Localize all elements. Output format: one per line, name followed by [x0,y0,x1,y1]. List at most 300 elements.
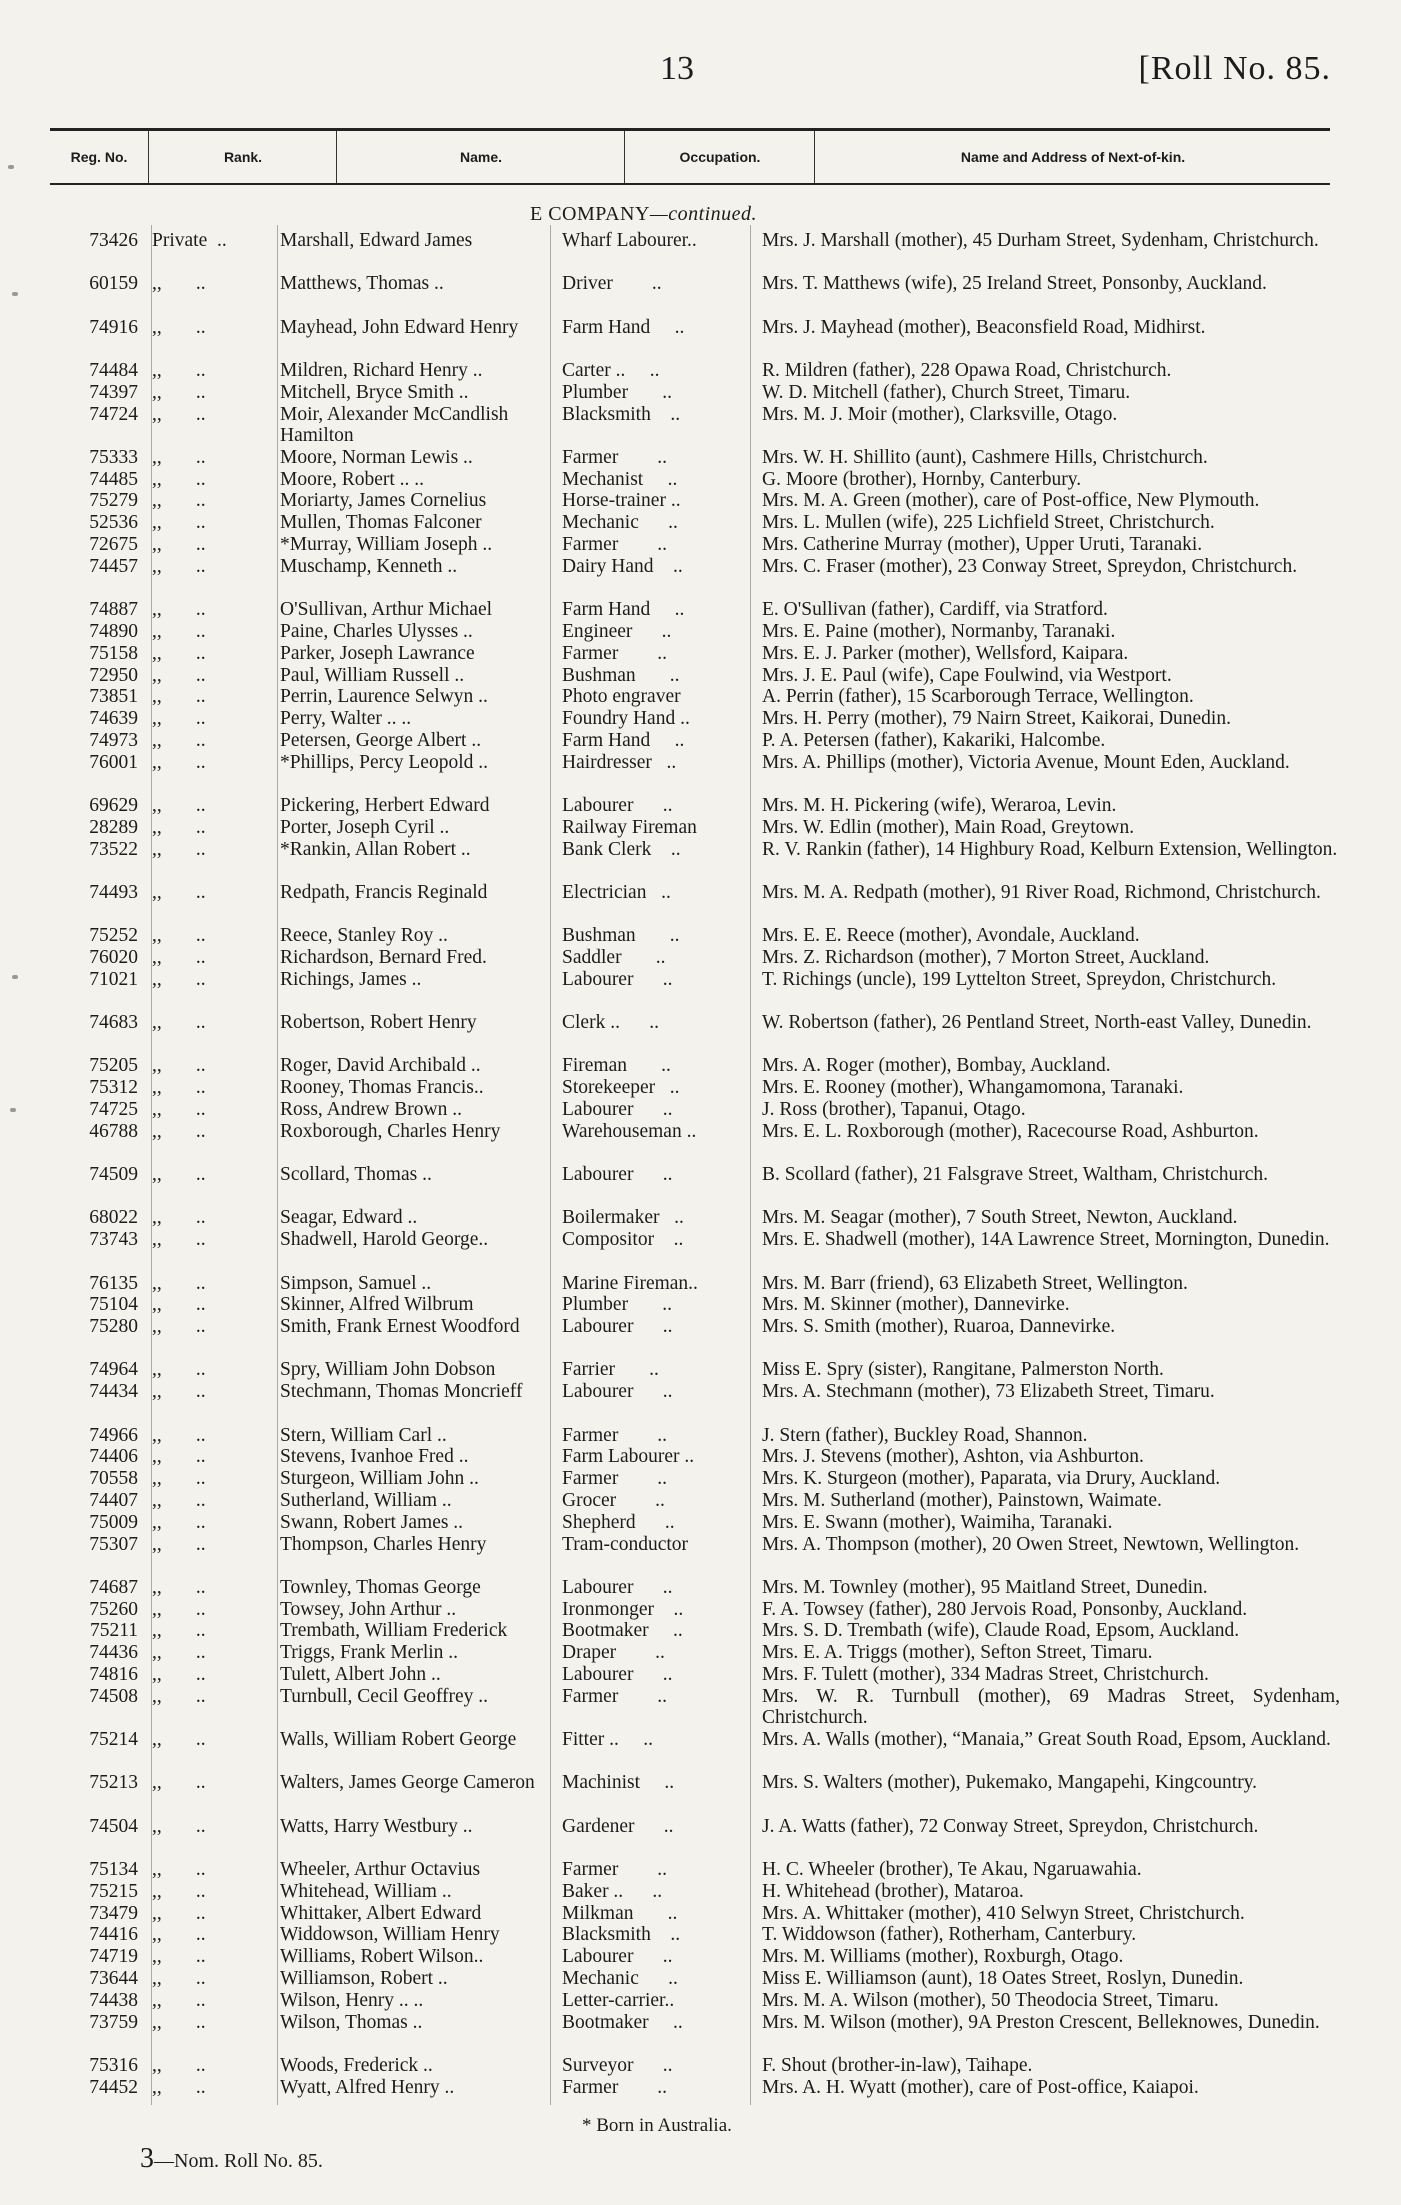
occupation-cell: Saddler .. [562,947,666,968]
name-cell: Perry, Walter .. .. [280,708,412,730]
next-of-kin-cell: H. Whitehead (brother), Mataroa. [762,1880,1024,1902]
reg-no-cell: 74966 [89,1424,138,1446]
name-cell: Triggs, Frank Merlin .. [280,1642,459,1664]
reg-no-cell: 74484 [89,359,138,381]
occupation-cell: Farmer .. [562,1859,668,1880]
next-of-kin-cell: Mrs. M. Wilson (mother), 9A Preston Crescent, Belleknowes, Dunedin. [762,2011,1320,2033]
next-of-kin-cell: Mrs. E. A. Triggs (mother), Sefton Street, Timaru. [762,1642,1153,1664]
rank-cell: ,, .. [152,2054,206,2076]
header-reg-no: Reg. No. [50,131,149,183]
name-cell: Tulett, Albert John .. [280,1664,441,1685]
occupation-cell: Foundry Hand .. [562,708,690,730]
occupation-cell: Hairdresser .. [562,751,677,773]
next-of-kin-cell: Mrs. W. R. Turnbull (mother), 69 Madras Street, Sydenham, Christchurch. [762,1685,1340,1729]
occupation-cell: Blacksmith .. [562,1924,681,1946]
occupation-cell: Labourer .. [562,1164,673,1186]
rank-cell: ,, .. [152,686,206,708]
reg-no-cell: 74485 [89,468,138,490]
reg-no-cell: 75333 [89,446,138,468]
rank-cell: ,, .. [152,381,206,403]
reg-no-cell: 74719 [89,1946,138,1968]
name-cell: Whitehead, William .. [280,1880,452,1902]
reg-no-cell: 74724 [89,403,138,425]
name-cell: Moore, Robert .. .. [280,468,425,490]
next-of-kin-cell: R. V. Rankin (father), 14 Highbury Road, Kelburn Extension, Wellington. [762,838,1338,860]
next-of-kin-cell: Mrs. J. Marshall (mother), 45 Durham Street, Sydenham, Christchurch. [762,230,1319,251]
next-of-kin-cell: Mrs. E. Shadwell (mother), 14A Lawrence Street, Mornington, Dunedin. [762,1229,1330,1251]
rank-cell: ,, .. [152,1620,206,1642]
next-of-kin-cell: A. Perrin (father), 15 Scarborough Terrace, Wellington. [762,686,1194,708]
next-of-kin-cell: Mrs. J. E. Paul (wife), Cape Foulwind, via Westport. [762,664,1172,686]
next-of-kin-cell: J. Ross (brother), Tapanui, Otago. [762,1099,1026,1120]
rank-cell: ,, .. [152,1055,206,1077]
rank-cell: ,, .. [152,1968,206,1989]
rank-cell: ,, .. [152,316,206,338]
next-of-kin-cell: Mrs. S. Smith (mother), Ruaroa, Dannevirke. [762,1316,1116,1338]
reg-no-cell: 73851 [89,686,138,708]
next-of-kin-cell: Mrs. W. Edlin (mother), Main Road, Greytown. [762,816,1135,838]
rank-cell: ,, .. [152,1359,206,1381]
rank-cell: ,, .. [152,664,206,686]
reg-no-cell: 75316 [89,2054,138,2076]
next-of-kin-cell: Mrs. K. Sturgeon (mother), Paparata, via Drury, Auckland. [762,1468,1221,1490]
rank-cell: ,, .. [152,1685,206,1707]
occupation-cell: Plumber .. [562,1294,672,1316]
next-of-kin-cell: J. Stern (father), Buckley Road, Shannon. [762,1424,1088,1446]
name-cell: *Murray, William Joseph .. [280,534,493,555]
reg-no-cell: 73479 [89,1902,138,1924]
rank-cell: ,, .. [152,534,206,555]
reg-no-cell: 75211 [89,1620,138,1642]
occupation-cell: Farmer .. [562,2076,668,2098]
next-of-kin-cell: Mrs. M. H. Pickering (wife), Weraroa, Levin. [762,795,1117,816]
rank-cell: ,, .. [152,1446,206,1468]
sheet-number: 3 [140,2143,154,2174]
company-name: E COMPANY [530,203,650,225]
rank-cell: ,, .. [152,816,206,838]
margin-speck [12,292,18,296]
name-cell: O'Sullivan, Arthur Michael [280,599,493,621]
occupation-cell: Carter .. .. [562,359,660,381]
occupation-cell: Fireman .. [562,1055,671,1077]
occupation-cell: Farmer .. [562,1424,668,1446]
rank-cell: ,, .. [152,1012,206,1034]
reg-no-cell: 74887 [89,599,138,621]
next-of-kin-cell: Mrs. E. E. Reece (mother), Avondale, Auckland. [762,925,1140,947]
rank-cell: ,, .. [152,1642,206,1664]
next-of-kin-cell: Mrs. E. Swann (mother), Waimiha, Taranaki. [762,1511,1113,1533]
occupation-cell: Labourer .. [562,1946,673,1968]
occupation-cell: Warehouseman .. [562,1120,697,1142]
occupation-cell: Labourer .. [562,1381,673,1403]
next-of-kin-cell: Mrs. Z. Richardson (mother), 7 Morton Street, Auckland. [762,947,1210,968]
rank-cell: ,, .. [152,1229,206,1251]
next-of-kin-cell: Mrs. T. Matthews (wife), 25 Ireland Street, Ponsonby, Auckland. [762,273,1267,295]
occupation-cell: Bootmaker .. [562,1620,683,1642]
name-cell: Smith, Frank Ernest Woodford [280,1316,520,1338]
reg-no-cell: 75205 [89,1055,138,1077]
name-cell: *Rankin, Allan Robert .. [280,838,471,860]
next-of-kin-cell: Mrs. A. Phillips (mother), Victoria Avenue, Mount Eden, Auckland. [762,751,1290,773]
next-of-kin-cell: Mrs. A. Thompson (mother), 20 Owen Street, Newtown, Wellington. [762,1533,1300,1555]
rank-cell: ,, .. [152,642,206,664]
occupation-cell: Mechanic .. [562,1968,678,1989]
occupation-cell: Engineer .. [562,620,672,642]
name-cell: Rooney, Thomas Francis.. [280,1077,484,1099]
header-rank: Rank. [150,131,337,183]
next-of-kin-cell: Mrs. A. Walls (mother), “Manaia,” Great South Road, Epsom, Auckland. [762,1729,1331,1751]
next-of-kin-cell: F. A. Towsey (father), 280 Jervois Road, Ponsonby, Auckland. [762,1598,1248,1620]
next-of-kin-cell: Mrs. J. Stevens (mother), Ashton, via Ashburton. [762,1446,1144,1468]
name-cell: Moriarty, James Cornelius [280,490,487,512]
reg-no-cell: 75215 [89,1880,138,1902]
next-of-kin-cell: Mrs. E. Paine (mother), Normanby, Taranaki. [762,620,1116,642]
next-of-kin-cell: J. A. Watts (father), 72 Conway Street, Spreydon, Christchurch. [762,1815,1259,1837]
reg-no-cell: 76001 [89,751,138,773]
name-cell: Wyatt, Alfred Henry .. [280,2076,455,2098]
next-of-kin-cell: Mrs. A. Stechmann (mother), 73 Elizabeth Street, Timaru. [762,1381,1215,1403]
name-cell: Marshall, Edward James [280,230,473,251]
rank-cell: ,, .. [152,1272,206,1294]
occupation-cell: Farmer .. [562,534,668,555]
name-cell: Woods, Frederick .. [280,2054,433,2076]
name-cell: Turnbull, Cecil Geoffrey .. [280,1685,488,1707]
name-cell: Watts, Harry Westbury .. [280,1815,473,1837]
table-header [50,128,1330,185]
continued-label: —continued. [649,203,758,225]
name-cell: Redpath, Francis Reginald [280,881,488,903]
name-cell: Seagar, Edward .. [280,1207,418,1229]
name-cell: Paine, Charles Ulysses .. [280,620,473,642]
next-of-kin-cell: Mrs. M. Williams (mother), Roxburgh, Otago. [762,1946,1124,1968]
reg-no-cell: 70558 [89,1468,138,1490]
next-of-kin-cell: Mrs. E. L. Roxborough (mother), Racecourse Road, Ashburton. [762,1120,1259,1142]
reg-no-cell: 46788 [89,1120,138,1142]
occupation-cell: Farm Labourer .. [562,1446,695,1468]
occupation-cell: Machinist .. [562,1772,675,1794]
rank-cell: ,, .. [152,1468,206,1490]
name-cell: Robertson, Robert Henry [280,1012,477,1034]
reg-no-cell: 68022 [89,1207,138,1229]
name-cell: Roxborough, Charles Henry [280,1120,501,1142]
occupation-cell: Farmer .. [562,642,668,664]
occupation-cell: Draper .. [562,1642,665,1664]
occupation-cell: Farm Hand .. [562,599,685,621]
reg-no-cell: 74890 [89,620,138,642]
next-of-kin-cell: Mrs. M. Townley (mother), 95 Maitland Street, Dunedin. [762,1576,1208,1598]
occupation-cell: Railway Fireman [562,816,697,838]
name-cell: Stechmann, Thomas Moncrieff [280,1381,523,1403]
reg-no-cell: 74509 [89,1164,138,1186]
occupation-cell: Farmer .. [562,446,668,468]
name-cell: Stevens, Ivanhoe Fred .. [280,1446,469,1468]
name-cell: Wilson, Thomas .. [280,2011,423,2033]
reg-no-cell: 75134 [89,1859,138,1880]
occupation-cell: Photo engraver [562,686,681,708]
occupation-cell: Fitter .. .. [562,1729,653,1751]
rank-cell: ,, .. [152,1164,206,1186]
occupation-cell: Clerk .. .. [562,1012,659,1034]
occupation-cell: Horse-trainer .. [562,490,681,512]
margin-speck [10,1108,16,1112]
next-of-kin-cell: T. Widdowson (father), Rotherham, Canterbury. [762,1924,1137,1946]
rank-cell: ,, .. [152,620,206,642]
next-of-kin-cell: Mrs. A. Roger (mother), Bombay, Auckland. [762,1055,1111,1077]
next-of-kin-cell: Miss E. Spry (sister), Rangitane, Palmerston North. [762,1359,1164,1381]
name-cell: Paul, William Russell .. [280,664,465,686]
reg-no-cell: 72675 [89,534,138,555]
occupation-cell: Bank Clerk .. [562,838,681,860]
occupation-cell: Mechanic .. [562,512,678,534]
reg-no-cell: 74683 [89,1012,138,1034]
occupation-cell: Tram-conductor [562,1533,689,1555]
occupation-cell: Labourer .. [562,795,673,816]
next-of-kin-cell: Mrs. C. Fraser (mother), 23 Conway Street, Spreydon, Christchurch. [762,555,1298,577]
rank-cell: ,, .. [152,1772,206,1794]
name-cell: Pickering, Herbert Edward [280,795,490,816]
name-cell: Spry, William John Dobson [280,1359,496,1381]
rank-cell: ,, .. [152,359,206,381]
rank-cell: ,, .. [152,968,206,990]
reg-no-cell: 75307 [89,1533,138,1555]
reg-no-cell: 75280 [89,1316,138,1338]
roll-title: [Roll No. 85. [1138,50,1331,87]
name-cell: Moir, Alexander McCandlish Hamilton [280,403,509,446]
name-cell: Mullen, Thomas Falconer [280,512,482,534]
reg-no-cell: 74916 [89,316,138,338]
name-cell: Whittaker, Albert Edward [280,1902,482,1924]
occupation-cell: Bootmaker .. [562,2011,683,2033]
name-cell: Sutherland, William .. [280,1489,452,1511]
occupation-cell: Compositor .. [562,1229,684,1251]
reg-no-cell: 74493 [89,881,138,903]
rank-cell: ,, .. [152,555,206,577]
name-cell: Muschamp, Kenneth .. [280,555,458,577]
name-cell: Williamson, Robert .. [280,1968,448,1989]
rank-cell: ,, .. [152,1815,206,1837]
reg-no-cell: 74407 [89,1489,138,1511]
reg-no-cell: 60159 [89,273,138,295]
next-of-kin-cell: Mrs. M. A. Redpath (mother), 91 River Road, Richmond, Christchurch. [762,881,1321,903]
reg-no-cell: 74406 [89,1446,138,1468]
rank-cell: Private .. [152,230,227,251]
name-cell: Towsey, John Arthur .. [280,1598,457,1620]
next-of-kin-cell: Mrs. H. Perry (mother), 79 Nairn Street, Kaikorai, Dunedin. [762,708,1231,730]
name-cell: *Phillips, Percy Leopold .. [280,751,488,773]
rank-cell: ,, .. [152,1099,206,1120]
rank-cell: ,, .. [152,1989,206,2011]
name-cell: Richings, James .. [280,968,422,990]
rank-cell: ,, .. [152,947,206,968]
occupation-cell: Labourer .. [562,1664,673,1685]
name-cell: Richardson, Bernard Fred. [280,947,487,968]
next-of-kin-cell: Mrs. J. Mayhead (mother), Beaconsfield Road, Midhirst. [762,316,1206,338]
occupation-cell: Ironmonger .. [562,1598,684,1620]
name-cell: Scollard, Thomas .. [280,1164,432,1186]
next-of-kin-cell: Mrs. Catherine Murray (mother), Upper Uruti, Taranaki. [762,534,1203,555]
next-of-kin-cell: Mrs. E. J. Parker (mother), Wellsford, Kaipara. [762,642,1129,664]
rank-cell: ,, .. [152,2076,206,2098]
rank-cell: ,, .. [152,1120,206,1142]
occupation-cell: Dairy Hand .. [562,555,683,577]
header-name: Name. [338,131,625,183]
rank-cell: ,, .. [152,1294,206,1316]
rank-cell: ,, .. [152,1664,206,1685]
rank-cell: ,, .. [152,599,206,621]
name-cell: Walters, James George Cameron [280,1772,535,1794]
rank-cell: ,, .. [152,881,206,903]
rank-cell: ,, .. [152,1424,206,1446]
next-of-kin-cell: G. Moore (brother), Hornby, Canterbury. [762,468,1082,490]
reg-no-cell: 74457 [89,555,138,577]
name-cell: Wilson, Henry .. .. [280,1989,424,2011]
name-cell: Widdowson, William Henry [280,1924,500,1946]
name-cell: Mitchell, Bryce Smith .. [280,381,469,403]
occupation-cell: Farrier .. [562,1359,659,1381]
next-of-kin-cell: Mrs. M. Seagar (mother), 7 South Street, Newton, Auckland. [762,1207,1238,1229]
name-cell: Williams, Robert Wilson.. [280,1946,484,1968]
reg-no-cell: 75279 [89,490,138,512]
occupation-cell: Labourer .. [562,1316,673,1338]
reg-no-cell: 74436 [89,1642,138,1664]
reg-no-cell: 75104 [89,1294,138,1316]
next-of-kin-cell: Mrs. A. Whittaker (mother), 410 Selwyn Street, Christchurch. [762,1902,1245,1924]
occupation-cell: Labourer .. [562,1576,673,1598]
name-cell: Swann, Robert James .. [280,1511,464,1533]
name-cell: Townley, Thomas George [280,1576,481,1598]
reg-no-cell: 74452 [89,2076,138,2098]
occupation-cell: Surveyor .. [562,2054,673,2076]
next-of-kin-cell: Mrs. M. A. Wilson (mother), 50 Theodocia Street, Timaru. [762,1989,1219,2011]
name-cell: Parker, Joseph Lawrance [280,642,475,664]
reg-no-cell: 73644 [89,1968,138,1989]
next-of-kin-cell: Mrs. S. Walters (mother), Pukemako, Mangapehi, Kingcountry. [762,1772,1258,1794]
rank-cell: ,, .. [152,1576,206,1598]
occupation-cell: Blacksmith .. [562,403,681,425]
rank-cell: ,, .. [152,1207,206,1229]
occupation-cell: Wharf Labourer.. [562,230,697,251]
rank-cell: ,, .. [152,708,206,730]
next-of-kin-cell: Mrs. M. A. Green (mother), care of Post-office, New Plymouth. [762,490,1260,512]
occupation-cell: Labourer .. [562,968,673,990]
occupation-cell: Boilermaker .. [562,1207,684,1229]
occupation-cell: Baker .. .. [562,1880,663,1902]
occupation-cell: Labourer .. [562,1099,673,1120]
rank-cell: ,, .. [152,273,206,295]
reg-no-cell: 74434 [89,1381,138,1403]
next-of-kin-cell: T. Richings (uncle), 199 Lyttelton Street, Spreydon, Christchurch. [762,968,1277,990]
name-cell: Thompson, Charles Henry [280,1533,487,1555]
reg-no-cell: 52536 [89,512,138,534]
next-of-kin-cell: R. Mildren (father), 228 Opawa Road, Christchurch. [762,359,1172,381]
rank-cell: ,, .. [152,1511,206,1533]
reg-no-cell: 75009 [89,1511,138,1533]
name-cell: Shadwell, Harold George.. [280,1229,489,1251]
reg-no-cell: 73743 [89,1229,138,1251]
reg-no-cell: 74438 [89,1989,138,2011]
reg-no-cell: 76020 [89,947,138,968]
occupation-cell: Farm Hand .. [562,316,685,338]
occupation-cell: Plumber .. [562,381,672,403]
reg-no-cell: 28289 [89,816,138,838]
next-of-kin-cell: E. O'Sullivan (father), Cardiff, via Stratford. [762,599,1108,621]
name-cell: Stern, William Carl .. [280,1424,447,1446]
rank-cell: ,, .. [152,1880,206,1902]
reg-no-cell: 74416 [89,1924,138,1946]
rank-cell: ,, .. [152,512,206,534]
rank-cell: ,, .. [152,925,206,947]
rank-cell: ,, .. [152,1902,206,1924]
reg-no-cell: 69629 [89,795,138,816]
next-of-kin-cell: W. D. Mitchell (father), Church Street, Timaru. [762,381,1131,403]
roll-reference: —Nom. Roll No. 85. [154,2150,323,2172]
page-number: 13 [660,50,694,87]
reg-no-cell: 76135 [89,1272,138,1294]
next-of-kin-cell: Mrs. M. J. Moir (mother), Clarksville, Otago. [762,403,1118,425]
name-cell: Petersen, George Albert .. [280,729,482,751]
reg-no-cell: 75312 [89,1077,138,1099]
next-of-kin-cell: Mrs. F. Tulett (mother), 334 Madras Street, Christchurch. [762,1664,1209,1685]
reg-no-cell: 75213 [89,1772,138,1794]
reg-no-cell: 74725 [89,1099,138,1120]
rank-cell: ,, .. [152,1077,206,1099]
next-of-kin-cell: P. A. Petersen (father), Kakariki, Halcombe. [762,729,1106,751]
next-of-kin-cell: Mrs. A. H. Wyatt (mother), care of Post-office, Kaiapoi. [762,2076,1199,2098]
reg-no-cell: 74973 [89,729,138,751]
rank-cell: ,, .. [152,1381,206,1403]
reg-no-cell: 75158 [89,642,138,664]
name-cell: Wheeler, Arthur Octavius [280,1859,481,1880]
next-of-kin-cell: Mrs. M. Skinner (mother), Dannevirke. [762,1294,1070,1316]
name-cell: Ross, Andrew Brown .. [280,1099,463,1120]
margin-speck [12,975,18,979]
name-cell: Roger, David Archibald .. [280,1055,481,1077]
name-cell: Trembath, William Frederick [280,1620,508,1642]
reg-no-cell: 73522 [89,838,138,860]
occupation-cell: Milkman .. [562,1902,678,1924]
reg-no-cell: 74816 [89,1664,138,1685]
occupation-cell: Mechanist .. [562,468,678,490]
next-of-kin-cell: Mrs. S. D. Trembath (wife), Claude Road, Epsom, Auckland. [762,1620,1240,1642]
name-cell: Perrin, Laurence Selwyn .. [280,686,488,708]
header-occupation: Occupation. [626,131,815,183]
next-of-kin-cell: Mrs. M. Sutherland (mother), Painstown, Waimate. [762,1489,1162,1511]
reg-no-cell: 75214 [89,1729,138,1751]
rank-cell: ,, .. [152,468,206,490]
name-cell: Mayhead, John Edward Henry [280,316,519,338]
reg-no-cell: 75252 [89,925,138,947]
next-of-kin-cell: Mrs. L. Mullen (wife), 225 Lichfield Street, Christchurch. [762,512,1215,534]
next-of-kin-cell: W. Robertson (father), 26 Pentland Street, North-east Valley, Dunedin. [762,1012,1312,1034]
rank-cell: ,, .. [152,795,206,816]
reg-no-cell: 74397 [89,381,138,403]
reg-no-cell: 73759 [89,2011,138,2033]
rank-cell: ,, .. [152,1946,206,1968]
name-cell: Sturgeon, William John .. [280,1468,479,1490]
next-of-kin-cell: H. C. Wheeler (brother), Te Akau, Ngaruawahia. [762,1859,1142,1880]
rank-cell: ,, .. [152,1729,206,1751]
occupation-cell: Bushman .. [562,925,680,947]
rank-cell: ,, .. [152,1316,206,1338]
occupation-cell: Farmer .. [562,1468,668,1490]
occupation-cell: Driver .. [562,273,662,295]
name-cell: Porter, Joseph Cyril .. [280,816,450,838]
rank-cell: ,, .. [152,838,206,860]
name-cell: Walls, William Robert George [280,1729,517,1751]
rank-cell: ,, .. [152,2011,206,2033]
rank-cell: ,, .. [152,1489,206,1511]
next-of-kin-cell: Mrs. W. H. Shillito (aunt), Cashmere Hills, Christchurch. [762,446,1208,468]
